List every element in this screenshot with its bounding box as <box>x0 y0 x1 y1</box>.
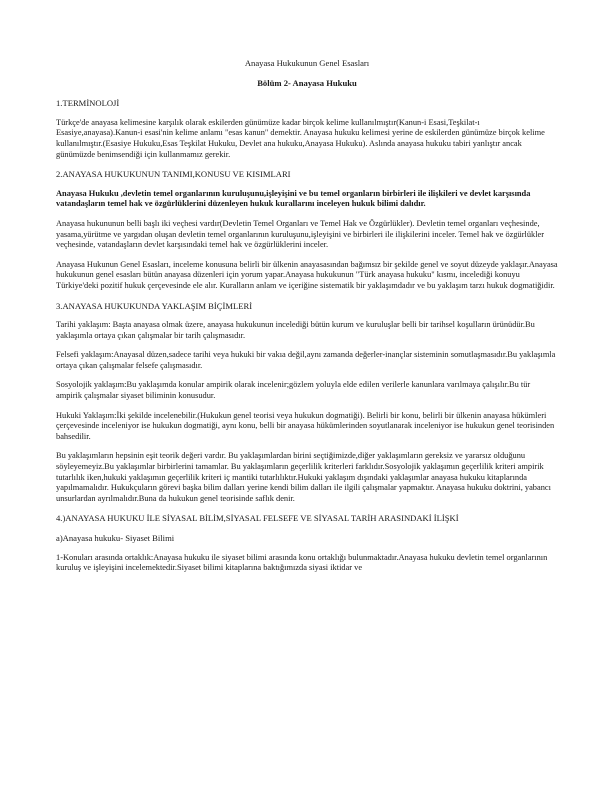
section-heading: 3.ANAYASA HUKUKUNDA YAKLAŞIM BİÇİMLERİ <box>56 300 253 311</box>
body-paragraph: Tarihi yaklaşım: Başta anayasa olmak üzere, anayasa hukukunun incelediği bütün kurum ve kuruluşlar belli bir tarihsel koşulların ürünüdür.Bu yaklaşımla ortaya çıkan çalışmalar bir tarih çalışmasıdır. <box>56 320 535 340</box>
document-body <box>56 98 558 574</box>
body-paragraph: 1-Konuları arasında ortaklık:Anayasa hukuku ile siyaset bilimi arasında konu ortaklığı bulunmaktadır.Anayasa hukuku devletin temel organlarının kuruluş ve işleyişini incelemektedir.Siyaset bilimi kitaplarına baktığımızda siyasi iktidar ve <box>56 552 548 573</box>
body-paragraph: Sosyolojik yaklaşım:Bu yaklaşımda konular ampirik olarak incelenir;gözlem yoluyla elde edilen verilerle kanunlara varılmaya çalışılır.Bu tür ampirik çalışmalar siyaset biliminin konusudur. <box>56 380 531 401</box>
document-title: Anayasa Hukukunun Genel Esasları <box>244 58 370 68</box>
body-paragraph: Anayasa hukununun belli başlı iki veçhesi vardır(Devletin Temel Organları ve Temel Hak ve Özgürlükler). Devletin temel organları veçhesinde, yasama,yürütme ve yargıdan oluşan devletin temel organlarının kuruluşunu,işleyişini ve birbirleri ile ilişkilerini inceler. Temel hak ve özgürlükler veçhesinde, vatandaşların devlet karşısındaki temel hak ve özgürlüklerini inceler. <box>56 218 545 250</box>
document-page <box>56 58 558 583</box>
body-paragraph: Bu yaklaşımların hepsinin eşit teorik değeri vardır. Bu yaklaşımlardan birini seçtiğimizde,diğer yaklaşımların gereksiz ve yararsız olduğunu söyleyemeyiz.Bu yaklaşımlar birbirlerini tamamlar. Bu yaklaşımların geçerlilik kriterleri farklıdır.Sosyolojik yaklaşımın geçerlilik kriteri ampirik tutarlılık iken,hukuki yaklaşımın geçerlilik kriteri iç mantiki tutarlılıktır.Hukuki yaklaşım dışındaki yaklaşımlar anayasa hukuku kitaplarında yapılmamalıdır. Hukukçuların görevi başka bilim dalları yerine kendi bilim dalları ile ilgili çalışmalar yapmaktır. Anayasa hukuku doktrini, yabancı unsurlardan ayrılmalıdır.Buna da hukukun genel teorisinde saflık denir. <box>56 451 551 503</box>
chapter-title: Bölüm 2- Anayasa Hukuku <box>257 77 357 88</box>
section-heading: a)Anayasa hukuku- Siyaset Bilimi <box>56 533 175 543</box>
body-paragraph: Anayasa Hukunun Genel Esasları, inceleme konusuna belirli bir ülkenin anayasasından bağımsız bir şekilde genel ve soyut düzeyde yaklaşır.Anayasa hukukunun genel esasları bütün anayasa düzenleri için yorum yapar.Anayasa hukukunun "Türk anayasa hukuku" kısmı, incelediği konuyu Türkiye'deki pozitif hukuk çerçevesinde ele alır. Kuralların anlam ve içeriğine sistematik bir yaklaşımdadır ve bu yaklaşım tarzı hukuk dogmatiğidir. <box>56 259 558 290</box>
section-heading: 2.ANAYASA HUKUKUNUN TANIMI,KONUSU VE KISIMLARI <box>56 169 291 180</box>
section-heading: 4.)ANAYASA HUKUKU İLE SİYASAL BİLİM,SİYASAL FELSEFE VE SİYASAL TARİH ARASINDAKİ İLİŞKİ <box>56 513 459 524</box>
definition-paragraph: Anayasa Hukuku ,devletin temel organlarının kuruluşunu,işleyişini ve bu temel organların birbirleri ile ilişkileri ve devlet karşısında vatandaşların temel hak ve özgürlüklerini düzenleyen hukuk kurallarını inceleyen hukuk bilimi dalıdır. <box>56 188 531 209</box>
section-heading: 1.TERMİNOLOJİ <box>56 98 120 109</box>
body-paragraph: Felsefi yaklaşım:Anayasal düzen,sadece tarihi veya hukuki bir vakıa değil,aynı zamanda değerler-inançlar sisteminin somutlaşmasıdır.Bu yaklaşımla ortaya çıkan çalışmalar felsefe çalışmasıdır. <box>56 350 556 370</box>
body-paragraph: Hukuki Yaklaşım:İki şekilde incelenebilir.(Hukukun genel teorisi veya hukukun dogmatiği). Belirli bir konu, belirli bir ülkenin anayasa hükümleri çerçevesinde inceleniyor ise hukukun dogmatiği, aynı konu, belli bir anayasa hükümlerinden soyutlanarak inceleniyor ise hukukun genel teorisinden bahsedilir. <box>56 410 555 441</box>
body-paragraph: Türkçe'de anayasa kelimesine karşılık olarak eskilerden günümüze kadar birçok kelime kullanılmıştır(Kanun-i Esasi,Teşkilat-ı Esasiye,anayasa).Kanun-i esasi'nin kelime anlamı "esas kanun" demektir. Anayasa hukuku kelimesi yerine de eskilerden günümüze birçok kelime kullanılmıştır.(Esasiye Hukuku,Esas Teşkilat Hukuku, Devlet ana hukuku,Anayasa Hukuku). Aslında anayasa hukuku tabiri yanlıştır ancak günümüzde benimsendiği için kullanmamız gerekir. <box>56 117 545 159</box>
